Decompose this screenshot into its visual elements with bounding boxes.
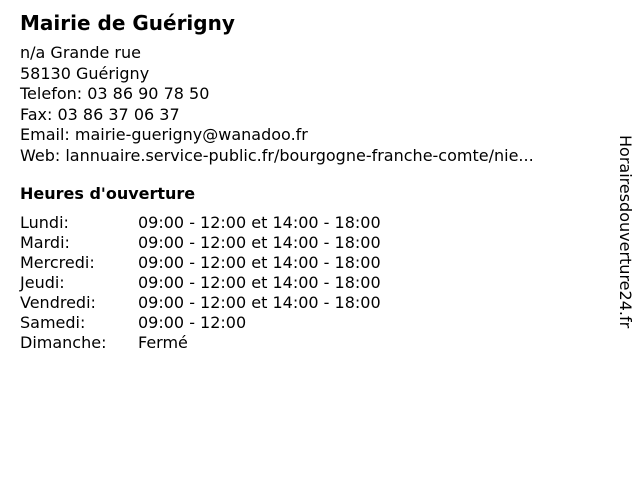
hours-row-wednesday — [20, 253, 381, 273]
day-label: Lundi: — [20, 213, 69, 232]
address-block — [20, 43, 534, 166]
fax-number: Fax: 03 86 37 06 37 — [20, 104, 180, 124]
hours-row-monday — [20, 213, 381, 233]
day-label: Samedi: — [20, 313, 86, 332]
hours-row-thursday — [20, 273, 381, 293]
day-label: Jeudi: — [20, 273, 65, 292]
opening-hours-heading: Heures d'ouverture — [20, 184, 196, 203]
time-range: 09:00 - 12:00 et 14:00 - 18:00 — [138, 213, 381, 232]
time-range: 09:00 - 12:00 et 14:00 - 18:00 — [138, 273, 381, 292]
hours-row-friday — [20, 293, 381, 313]
city-postal: 58130 Guérigny — [20, 63, 150, 83]
hours-row-tuesday — [20, 233, 381, 253]
email-address: Email: mairie-guerigny@wanadoo.fr — [20, 125, 308, 144]
site-watermark — [610, 135, 640, 370]
day-label: Mardi: — [20, 233, 70, 252]
hours-row-sunday — [20, 333, 381, 353]
day-label: Dimanche: — [20, 333, 107, 352]
time-range: Fermé — [138, 333, 188, 352]
hours-row-saturday — [20, 313, 381, 333]
time-range: 09:00 - 12:00 et 14:00 - 18:00 — [138, 233, 381, 252]
time-range: 09:00 - 12:00 et 14:00 - 18:00 — [138, 293, 381, 312]
day-label: Vendredi: — [20, 293, 96, 312]
page-title: Mairie de Guérigny — [20, 11, 235, 35]
day-label: Mercredi: — [20, 253, 95, 272]
watermark-text: Horairesdouverture24.fr — [616, 135, 635, 329]
opening-hours-table — [20, 213, 381, 353]
street-address: n/a Grande rue — [20, 43, 141, 62]
time-range: 09:00 - 12:00 — [138, 313, 247, 332]
website-link: Web: lannuaire.service-public.fr/bourgogne-franche-comte/nie... — [20, 145, 534, 165]
time-range: 09:00 - 12:00 et 14:00 - 18:00 — [138, 253, 381, 272]
phone-number: Telefon: 03 86 90 78 50 — [20, 84, 210, 103]
